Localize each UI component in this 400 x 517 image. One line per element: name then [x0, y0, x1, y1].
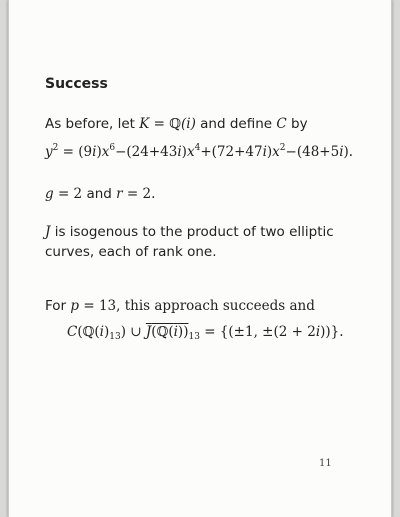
equals: = [149, 116, 170, 132]
eq2-J: J [145, 324, 152, 340]
eq-part: −(24+43 [115, 144, 178, 160]
genus-value: = 2 [53, 186, 87, 202]
eq-y: y [45, 144, 53, 160]
var-g: g [45, 186, 54, 202]
jacobian-overline [146, 324, 189, 340]
eq-x-exp: 6 [109, 143, 116, 153]
eq-y-exp: 2 [52, 143, 59, 153]
eq-part: ) [96, 144, 102, 160]
prime-text-2: = 13, this approach succeeds and [79, 298, 315, 314]
eq-x: x [186, 144, 195, 160]
eq2-i: i [315, 324, 321, 340]
isogeny-line-1 [45, 224, 334, 240]
eq2-part: ))}. [320, 324, 344, 340]
eq2-part: )) [177, 324, 189, 340]
eq-part: −(48+5 [285, 144, 340, 160]
page-number: 11 [319, 458, 332, 469]
intro-text: As before, let [45, 116, 140, 132]
eq-part: = (9 [58, 144, 93, 160]
eq-x: x [272, 144, 280, 160]
eq2-part: ) [103, 324, 110, 340]
eq-x-exp: 2 [279, 143, 286, 153]
isogeny-text: is isogenous to the product of two elliptic [50, 224, 334, 240]
eq-i: i [92, 144, 97, 160]
rationals-symbol: ℚ [169, 116, 181, 132]
prime-text: For [45, 298, 71, 314]
eq2-i: i [173, 324, 178, 340]
eq-x-exp: 4 [194, 143, 201, 153]
genus-rank-line [45, 186, 155, 202]
curve-equation [45, 144, 353, 160]
eq2-C: C [67, 324, 78, 340]
eq-i: i [339, 144, 344, 160]
intro-line [45, 116, 308, 132]
eq2-part: (ℚ( [151, 324, 174, 340]
var-J: J [45, 224, 51, 240]
eq2-i: i [99, 324, 104, 340]
var-C: C [276, 116, 287, 132]
var-p: p [70, 298, 80, 314]
eq2-part: (ℚ( [77, 324, 100, 340]
points-equation [67, 324, 344, 340]
eq-part: +(72+47 [200, 144, 263, 160]
prime-line [45, 298, 315, 314]
rank-value: = 2. [122, 186, 156, 202]
var-r: r [116, 186, 123, 202]
intro-text-3: by [286, 116, 308, 132]
intro-text-2: and define [195, 116, 277, 132]
eq2-sub: 13 [188, 332, 200, 342]
and-word: and [86, 186, 112, 202]
eq2-part: = {(±1, ±(2 + 2 [199, 324, 316, 340]
var-K: K [139, 116, 150, 132]
isogeny-line-2: curves, each of rank one. [45, 244, 217, 260]
eq-part: ) [266, 144, 273, 160]
eq2-part: ) ∪ [120, 324, 146, 340]
slide-page [8, 0, 392, 517]
eq2-sub: 13 [109, 332, 121, 342]
eq-x: x [101, 144, 110, 160]
eq-part: ). [343, 144, 354, 160]
slide-heading: Success [45, 76, 108, 92]
eq-i: i [177, 144, 182, 160]
eq-part: ) [181, 144, 187, 160]
var-i: (i) [181, 116, 196, 132]
eq-i: i [262, 144, 267, 160]
